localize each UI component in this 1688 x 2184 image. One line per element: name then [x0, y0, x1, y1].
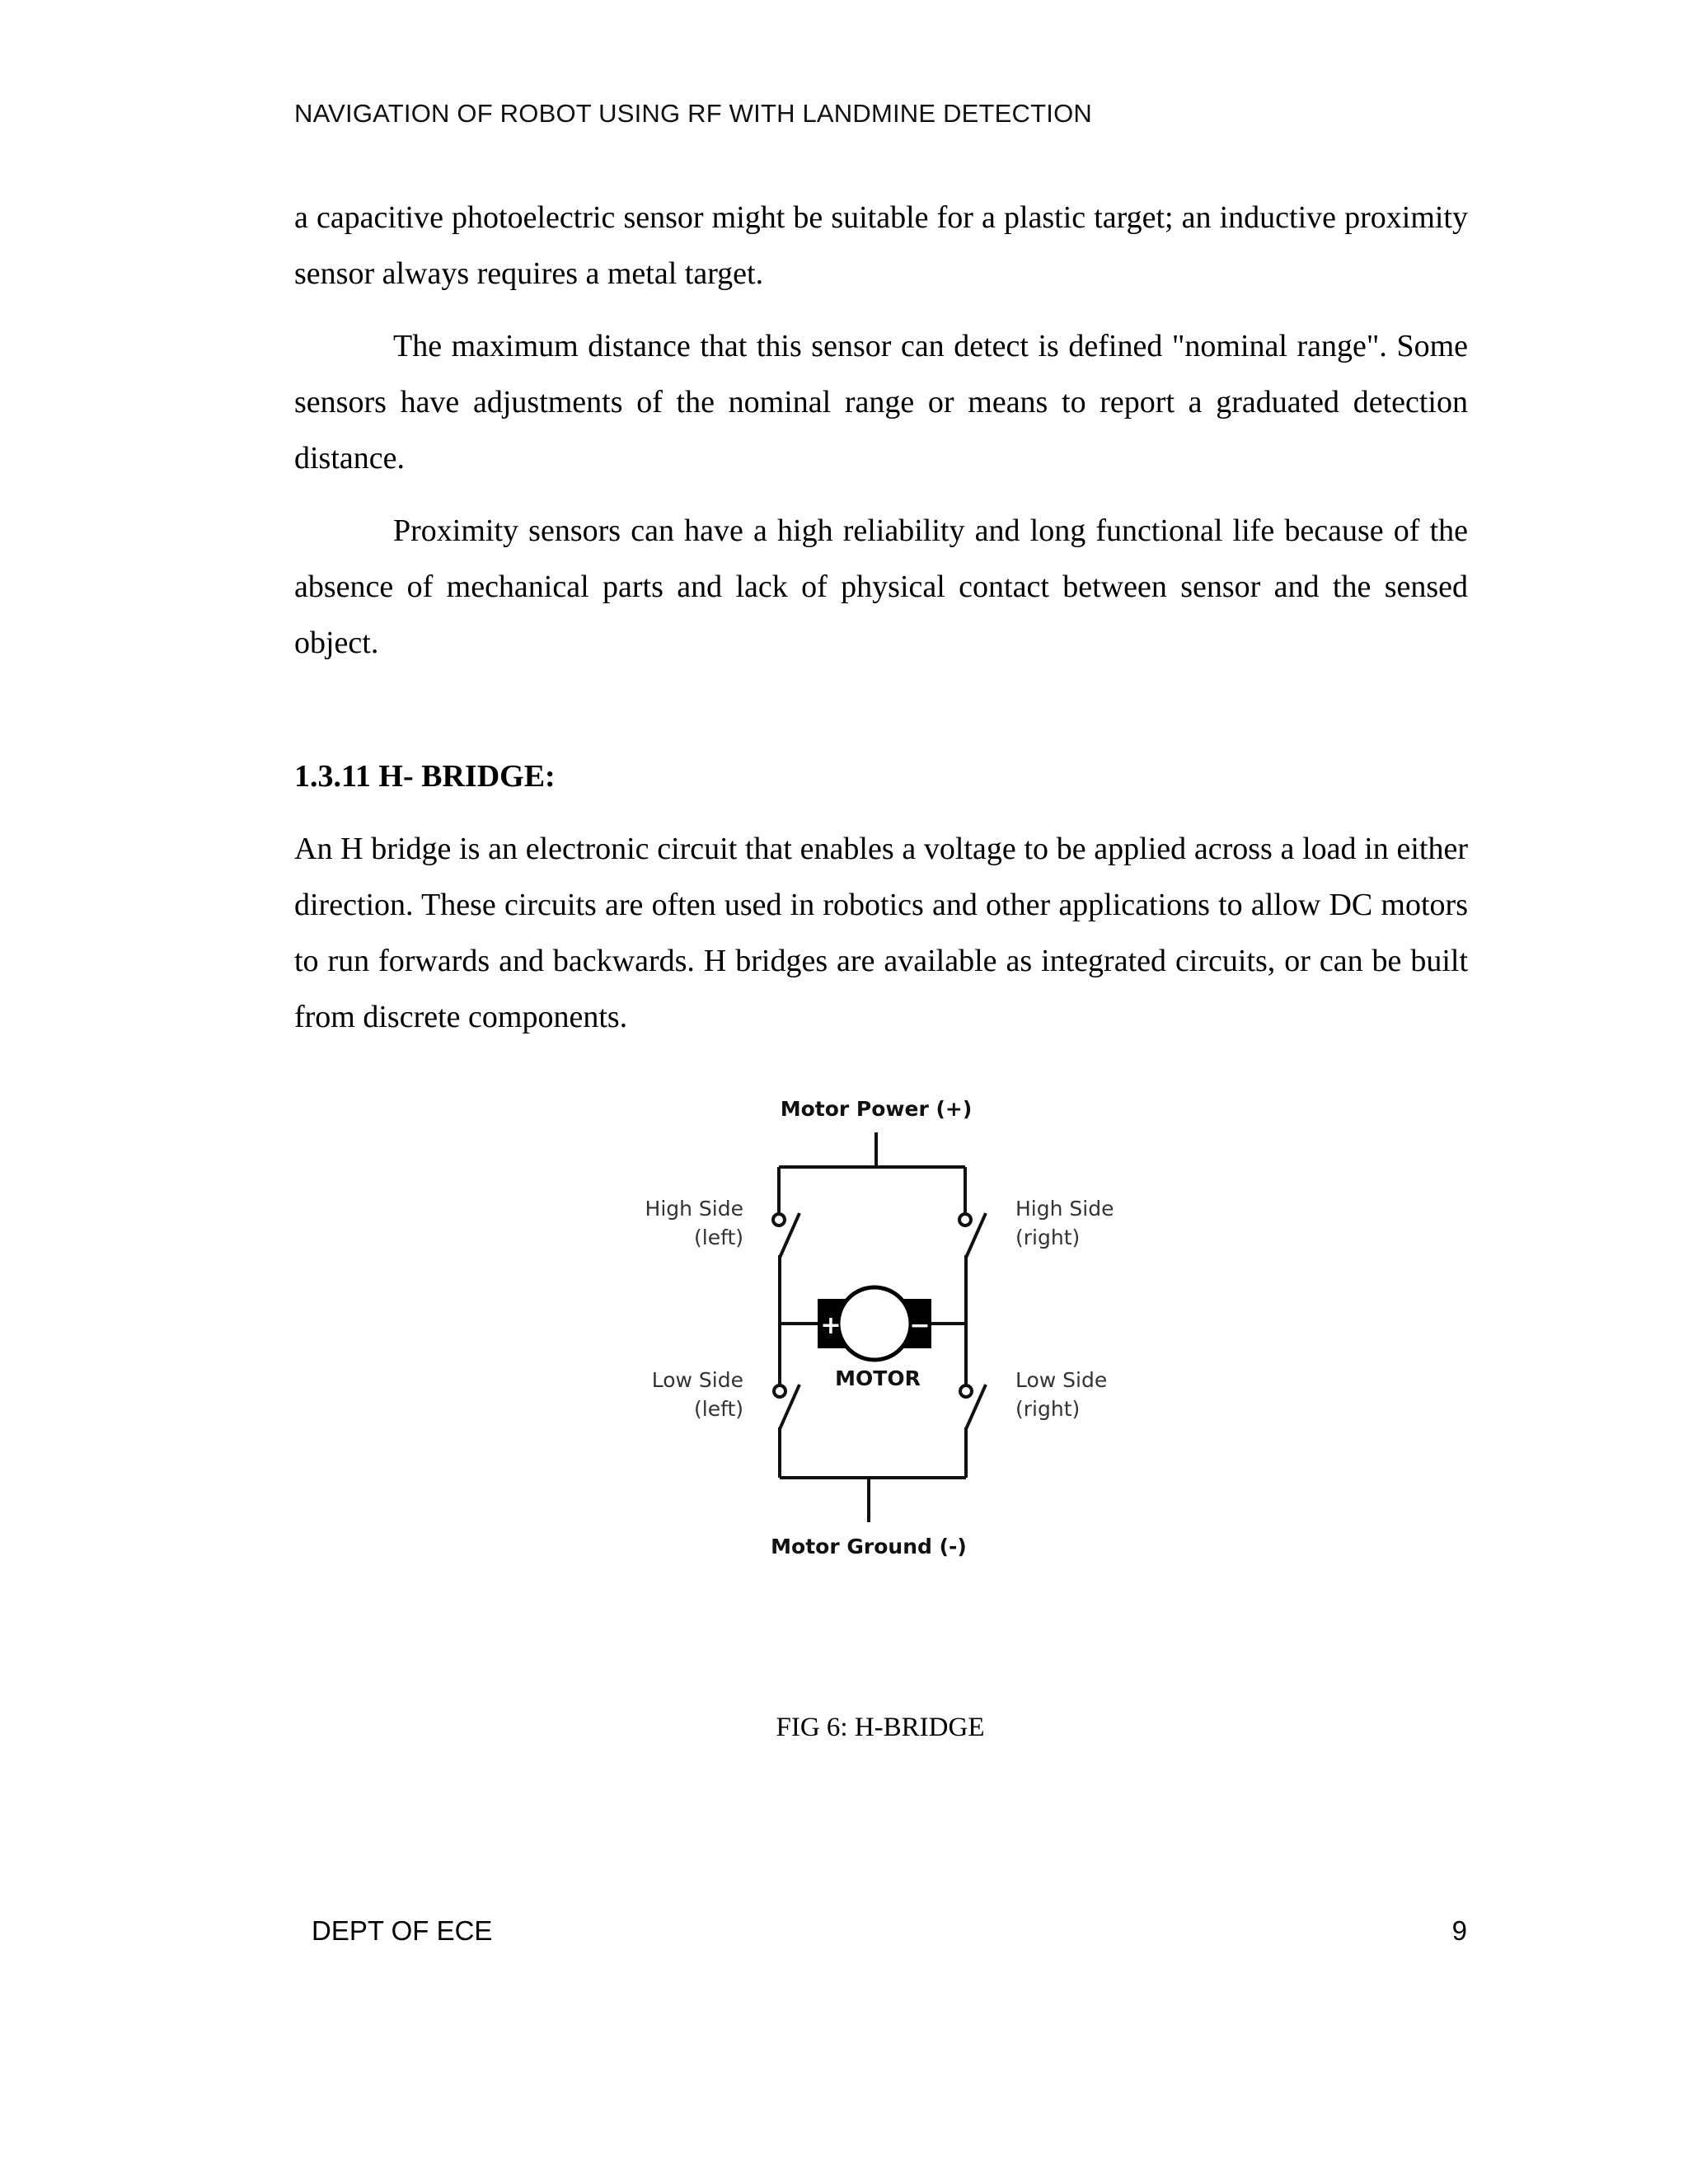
- label-low-side-right-sub: (right): [1015, 1397, 1081, 1421]
- paragraph-h-bridge: An H bridge is an electronic circuit that enables a voltage to be applied across a load in either direction. These circuits are often used in robotics and other applications to allow DC motors to run forwards and backwards. H bridges are available as integrated circuits, or can be built from discrete components.: [294, 832, 1468, 1034]
- figure-caption: FIG 6: H-BRIDGE: [776, 1713, 985, 1742]
- label-high-side-left: High Side: [645, 1197, 743, 1221]
- paragraph-proximity-reliability: Proximity sensors can have a high reliability and long functional life because of the absence of mechanical parts and lack of physical contact between sensor and the sensed object.: [294, 513, 1468, 660]
- switch-high-right: [959, 1213, 986, 1258]
- label-high-side-right-sub: (right): [1015, 1226, 1081, 1249]
- paragraph-sensor-target: a capacitive photoelectric sensor might be suitable for a plastic target; an inductive proximity sensor always requires a metal target.: [294, 200, 1468, 291]
- paragraph-nominal-range: The maximum distance that this sensor can detect is defined "nominal range". Some sensors have adjustments of the nominal range or means to report a graduated detection distance.: [294, 329, 1468, 476]
- motor-rotor: [838, 1287, 911, 1360]
- motor-plus-sign: +: [820, 1311, 842, 1340]
- footer-department: DEPT OF ECE: [312, 1915, 493, 1946]
- motor-minus-sign: −: [909, 1311, 931, 1340]
- label-low-side-left-sub: (left): [694, 1397, 743, 1421]
- motor-symbol: [818, 1287, 931, 1360]
- h-bridge-svg: [643, 1096, 1121, 1574]
- footer-page-number: 9: [1451, 1915, 1467, 1946]
- label-motor-ground: Motor Ground (-): [771, 1535, 967, 1558]
- label-high-side-right: High Side: [1015, 1197, 1114, 1221]
- label-low-side-right: Low Side: [1015, 1368, 1108, 1392]
- section-heading: 1.3.11 H- BRIDGE:: [294, 759, 556, 794]
- label-motor-power: Motor Power (+): [780, 1097, 973, 1121]
- label-motor: MOTOR: [835, 1366, 921, 1390]
- switch-low-left: [774, 1385, 799, 1429]
- switch-low-right: [960, 1385, 986, 1429]
- page-content: [294, 190, 1468, 1045]
- switch-high-left: [773, 1213, 799, 1258]
- label-low-side-left: Low Side: [651, 1368, 743, 1392]
- h-bridge-diagram: [643, 1096, 1121, 1574]
- label-high-side-left-sub: (left): [694, 1226, 743, 1249]
- running-header: NAVIGATION OF ROBOT USING RF WITH LANDMINE DETECTION: [294, 99, 1092, 128]
